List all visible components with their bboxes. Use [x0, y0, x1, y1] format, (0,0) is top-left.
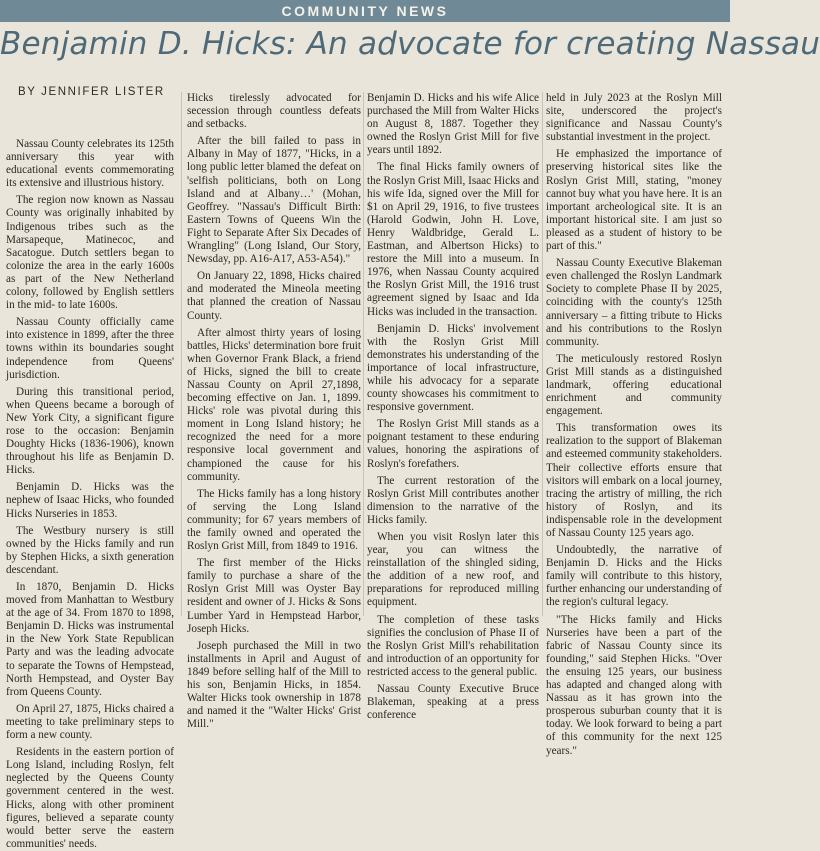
paragraph: After almost thirty years of losing battles, Hicks' determination bore fruit when Governor Frank Black, a friend of Hicks, signed the bill to create Nassau County on April 27,1898, becoming effective on Jan. 1, 1899. Hicks' role was pivotal during this moment in Long Island history; he recognized the need for a more responsive local government and championed the cause for his community.	[187, 326, 361, 483]
paragraph: Undoubtedly, the narrative of Benjamin D. Hicks and the Hicks family will contribute to this history, further enhancing our understanding of the region's cultural legacy.	[546, 544, 722, 609]
paragraph: Nassau County officially came into existence in 1899, after the three towns within its boundaries sought independence from Queens' jurisdiction.	[6, 316, 174, 381]
paragraph: Nassau County celebrates its 125th anniversary this year with educational events commemorating its extensive and illustrious history.	[6, 138, 174, 190]
byline: BY JENNIFER LISTER	[18, 86, 165, 98]
paragraph: Benjamin D. Hicks' involvement with the Roslyn Grist Mill demonstrates his understanding of the importance of local infrastructure, while his advocacy for a separate county showcases his commitment to responsive government.	[367, 322, 539, 414]
paragraph: The final Hicks family owners of the Roslyn Grist Mill, Isaac Hicks and his wife Ida, signed over the Mill for $1 on April 29, 1916, to five trustees (Harold Godwin, John H. Love, Henry Waldbridge, Gerald L. Eastman, and Albertson Hicks) to restore the Mill into a museum. In 1976, when Nassau County acquired the Roslyn Grist Mill, the 1916 trust agreement signed by Isaac and Ida Hicks was included in the transaction.	[367, 161, 539, 318]
paragraph: On January 22, 1898, Hicks chaired and moderated the Mineola meeting that planned the creation of Nassau County.	[187, 270, 361, 322]
text-column-3	[367, 92, 539, 722]
paragraph: Residents in the eastern portion of Long Island, including Roslyn, felt neglected by the Queens County government centered in the west. Hicks, along with other prominent figures, believed a separate county would better serve the eastern communities' needs.	[6, 746, 174, 850]
paragraph: The Westbury nursery is still owned by the Hicks family and run by Stephen Hicks, a sixth generation descendant.	[6, 524, 174, 576]
paragraph: The Roslyn Grist Mill stands as a poignant testament to these enduring values, honoring the aspirations of Roslyn's forefathers.	[367, 418, 539, 470]
text-column-1	[6, 138, 174, 850]
section-label: COMMUNITY NEWS	[281, 3, 449, 19]
paragraph: The region now known as Nassau County was originally inhabited by Indigenous tribes such as the Marsapeque, Matinecoc, and Sacatogue. Dutch settlers began to colonize the area in the early 1600s as part of the New Netherland colony, followed by English settlers in the mid- to late 1600s.	[6, 194, 174, 312]
paragraph: "The Hicks family and Hicks Nurseries have been a part of the fabric of Nassau County since its founding," said Stephen Hicks. "Over the ensuing 125 years, our business has adapted and changed along with Nassau as it has grown into the prosperous suburban county that it is today. We look forward to being a part of this community for the next 125 years."	[546, 613, 722, 757]
paragraph: Benjamin D. Hicks was the nephew of Isaac Hicks, who founded Hicks Nurseries in 1853.	[6, 481, 174, 520]
paragraph: The meticulously restored Roslyn Grist Mill stands as a distinguished landmark, offering educational enrichment and community engagement.	[546, 352, 722, 418]
paragraph: Hicks tirelessly advocated for secession through countless defeats and setbacks.	[187, 92, 361, 131]
text-column-4	[546, 92, 722, 757]
paragraph: On April 27, 1875, Hicks chaired a meeting to take preliminary steps to form a new county.	[6, 702, 174, 742]
column-divider	[363, 92, 364, 616]
paragraph: Nassau County Executive Bruce Blakeman, speaking at a press conference	[367, 683, 539, 722]
paragraph: The completion of these tasks signifies the conclusion of Phase II of the Roslyn Grist Mill's rehabilitation and introduction of an opportunity for restricted access to the general public.	[367, 613, 539, 678]
column-divider	[181, 92, 182, 616]
paragraph: When you visit Roslyn later this year, you can witness the reinstallation of the shingled siding, the addition of a new roof, and preparations for reproduced milling equipment.	[367, 531, 539, 609]
paragraph: The first member of the Hicks family to purchase a share of the Roslyn Grist Mill was Oyster Bay resident and owner of J. Hicks & Sons Lumber Yard in Hempstead Harbor, Joseph Hicks.	[187, 557, 361, 635]
paragraph: The current restoration of the Roslyn Grist Mill contributes another dimension to the narrative of the Hicks family.	[367, 474, 539, 526]
paragraph: During this transitional period, when Queens became a borough of New York City, a significant figure rose to the occasion: Benjamin Doughty Hicks (1836-1906), known throughout his life as Benjamin D. Hicks.	[6, 385, 174, 477]
paragraph: After the bill failed to pass in Albany in May of 1877, "Hicks, in a long public letter blamed the defeat on 'selfish politicians, both on Long Island and at Albany…' (Mohan, Geoffrey. "Nassau's Difficult Birth: Eastern Towns of Queens Win the Fight to Separate After Six Decades of Wrangling" (Long Island, Our Story, Newsday, pp. A16-A17, A53-A54)."	[187, 135, 361, 266]
section-banner	[0, 0, 730, 22]
paragraph: In 1870, Benjamin D. Hicks moved from Manhattan to Westbury at the age of 34. From 1870 to 1898, Benjamin D. Hicks was instrumental in the New York State Republican Party and was the leading advocate to separate the Towns of Hempstead, North Hempstead, and Oyster Bay from Queens County.	[6, 581, 174, 698]
article-headline: Benjamin D. Hicks: An advocate for creating Nassau	[0, 26, 820, 62]
paragraph: Joseph purchased the Mill in two installments in April and August of 1849 before selling half of the Mill to his son, Benjamin Hicks, in 1854. Walter Hicks took ownership in 1878 and named it the "Walter Hicks' Grist Mill."	[187, 639, 361, 731]
text-column-2	[187, 92, 361, 731]
paragraph: He emphasized the importance of preserving historical sites like the Roslyn Grist Mill, stating, "money cannot buy what you have here. It is an important archeological site. It is an important historical site. I am just so pleased as a student of history to be part of this."	[546, 148, 722, 253]
paragraph: Benjamin D. Hicks and his wife Alice purchased the Mill from Walter Hicks on August 8, 1887. Together they owned the Roslyn Grist Mill for five years until 1892.	[367, 92, 539, 157]
paragraph: This transformation owes its realization to the support of Blakeman and esteemed community stakeholders. Their collective efforts ensure that visitors will embark on a local journey, tracing the artistry of milling, the rich history of Roslyn, and its indispensable role in the development of Nassau County 125 years ago.	[546, 422, 722, 539]
paragraph: Nassau County Executive Blakeman even challenged the Roslyn Landmark Society to complete Phase II by 2025, coinciding with the county's 125th anniversary – a fitting tribute to Hicks and his contributions to the Roslyn community.	[546, 257, 722, 348]
paragraph: The Hicks family has a long history of serving the Long Island community; for 67 years members of the family owned and operated the Roslyn Grist Mill, from 1849 to 1916.	[187, 487, 361, 553]
column-divider	[542, 92, 543, 616]
paragraph: held in July 2023 at the Roslyn Mill site, underscored the project's significance and Nassau County's substantial investment in the project.	[546, 92, 722, 144]
